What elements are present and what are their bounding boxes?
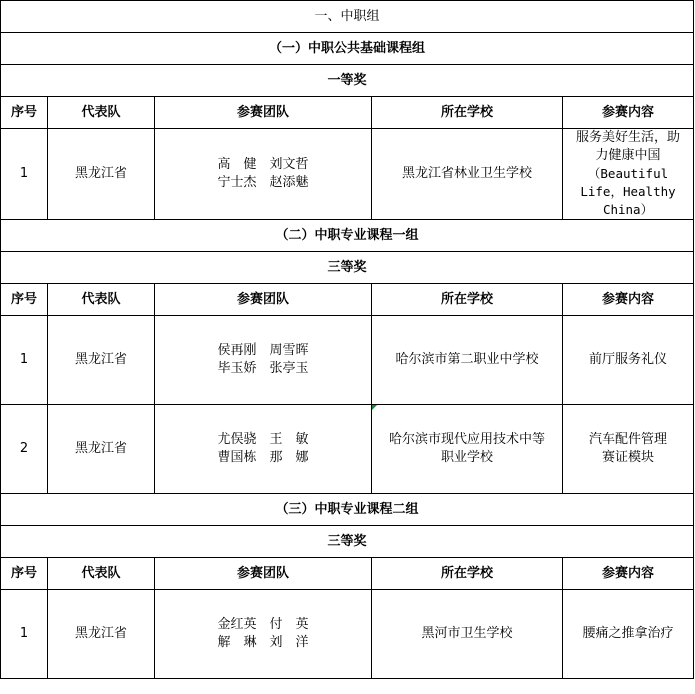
header-row — [1, 284, 694, 316]
cell-no: 1 — [1, 129, 48, 220]
table-row — [1, 316, 694, 405]
school-line: 职业学校 — [440, 450, 493, 465]
cell-members — [155, 590, 372, 679]
header-team: 代表队 — [48, 558, 155, 590]
header-school: 所在学校 — [372, 97, 563, 129]
member-line: 金红英 付 英 — [217, 617, 309, 632]
cell-members — [155, 129, 372, 220]
header-members: 参赛团队 — [155, 284, 372, 316]
header-content: 参赛内容 — [563, 558, 694, 590]
award-level: 一等奖 — [1, 65, 694, 97]
cell-content — [563, 590, 694, 679]
header-members: 参赛团队 — [155, 97, 372, 129]
header-no: 序号 — [1, 97, 48, 129]
header-no: 序号 — [1, 284, 48, 316]
header-no: 序号 — [1, 558, 48, 590]
content-line: 服务美好生活，助 — [576, 130, 681, 145]
member-line: 宁士杰 赵添魅 — [217, 175, 309, 190]
header-row — [1, 97, 694, 129]
table-row — [1, 405, 694, 494]
cell-content — [563, 405, 694, 494]
content-line: 赛证模块 — [602, 450, 655, 465]
content-line: China） — [602, 202, 654, 217]
cell-no: 1 — [1, 316, 48, 405]
table-row — [1, 129, 694, 220]
cell-school — [372, 405, 563, 494]
header-team: 代表队 — [48, 97, 155, 129]
member-line: 尤俣骁 王 敏 — [217, 432, 309, 447]
cell-team: 黑龙江省 — [48, 129, 155, 220]
award-level: 三等奖 — [1, 526, 694, 558]
school-line: 哈尔滨市第二职业中学校 — [395, 352, 539, 367]
header-school: 所在学校 — [372, 558, 563, 590]
member-line: 解 琳 刘 洋 — [217, 635, 309, 650]
award-level: 三等奖 — [1, 252, 694, 284]
content-line: 腰痛之推拿治疗 — [582, 626, 674, 641]
cell-school — [372, 590, 563, 679]
cell-team: 黑龙江省 — [48, 405, 155, 494]
cell-members — [155, 316, 372, 405]
content-line: Life，Healthy — [580, 184, 676, 199]
cell-content — [563, 129, 694, 220]
header-row — [1, 558, 694, 590]
cell-members — [155, 405, 372, 494]
cell-no: 1 — [1, 590, 48, 679]
cell-school — [372, 316, 563, 405]
member-line: 高 健 刘文哲 — [217, 157, 309, 172]
school-line: 哈尔滨市现代应用技术中等 — [388, 432, 545, 447]
cell-school — [372, 129, 563, 220]
member-line: 毕玉娇 张亭玉 — [217, 361, 309, 376]
content-line: （Beautiful — [587, 166, 669, 181]
group-title: （二）中职专业课程一组 — [1, 220, 694, 252]
school-line: 黑龙江省林业卫生学校 — [401, 166, 532, 181]
header-content: 参赛内容 — [563, 284, 694, 316]
table-row — [1, 590, 694, 679]
group-title: （一）中职公共基础课程组 — [1, 33, 694, 65]
content-line: 汽车配件管理 — [589, 432, 668, 447]
table-title: 一、中职组 — [1, 1, 694, 33]
header-content: 参赛内容 — [563, 97, 694, 129]
header-team: 代表队 — [48, 284, 155, 316]
member-line: 侯再刚 周雪晖 — [217, 343, 309, 358]
header-school: 所在学校 — [372, 284, 563, 316]
school-line: 黑河市卫生学校 — [421, 626, 513, 641]
cell-content — [563, 316, 694, 405]
cell-team: 黑龙江省 — [48, 590, 155, 679]
content-line: 前厅服务礼仪 — [589, 352, 668, 367]
header-members: 参赛团队 — [155, 558, 372, 590]
member-line: 曹国栋 那 娜 — [217, 450, 309, 465]
cell-no: 2 — [1, 405, 48, 494]
group-title: （三）中职专业课程二组 — [1, 494, 694, 526]
cell-team: 黑龙江省 — [48, 316, 155, 405]
content-line: 力健康中国 — [595, 148, 661, 163]
